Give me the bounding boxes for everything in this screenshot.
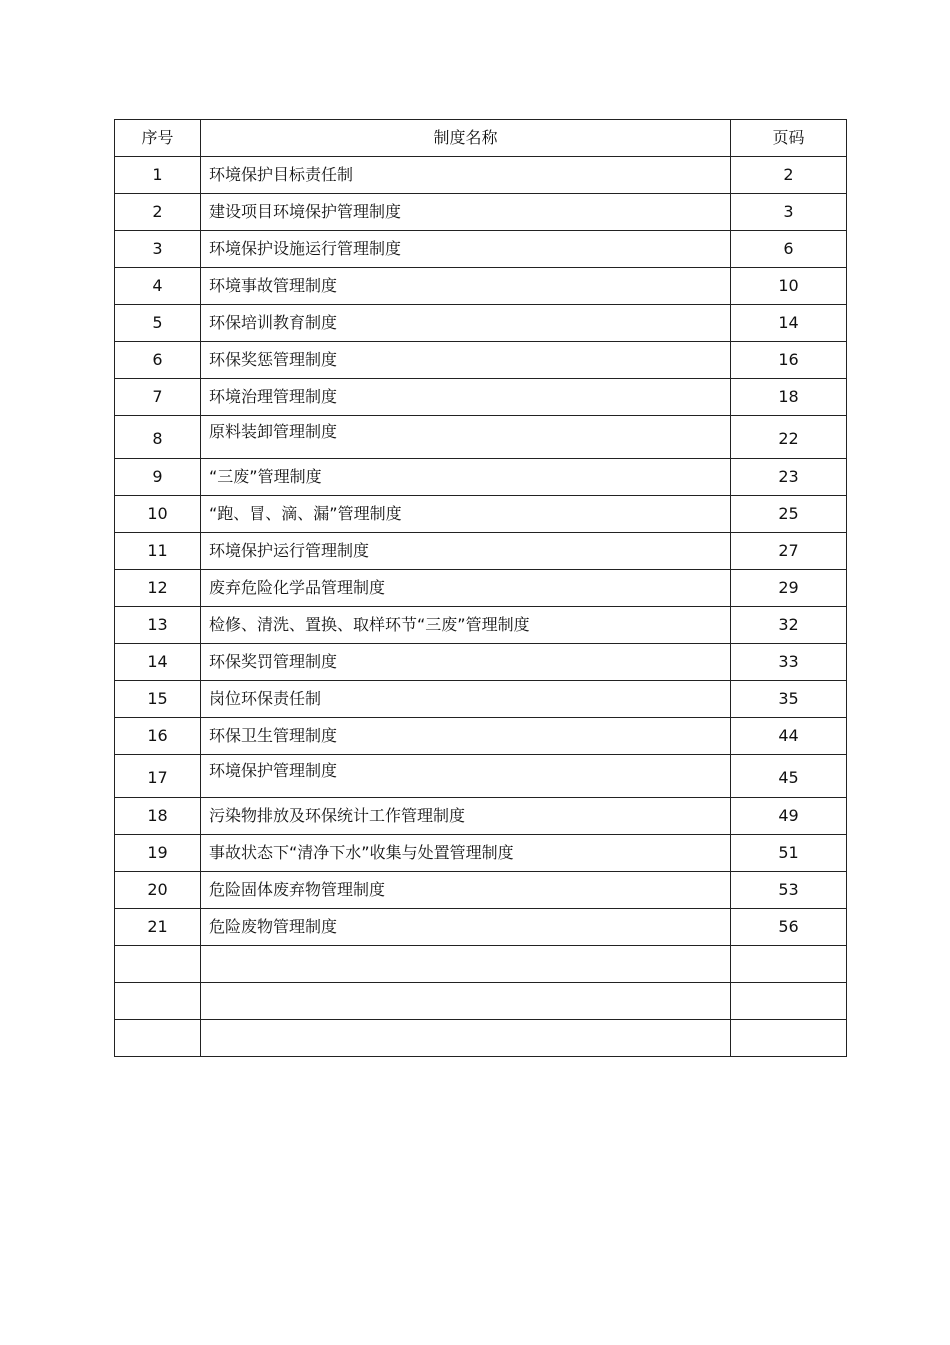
empty-row xyxy=(115,946,847,983)
table-row xyxy=(115,909,847,946)
table-row xyxy=(115,718,847,755)
row-number: 16 xyxy=(115,718,201,755)
row-name: 原料装卸管理制度 xyxy=(201,416,731,459)
row-number: 17 xyxy=(115,755,201,798)
table-row xyxy=(115,231,847,268)
row-page: 29 xyxy=(731,570,847,607)
empty-row xyxy=(115,983,847,1020)
row-number: 9 xyxy=(115,459,201,496)
table-row xyxy=(115,755,847,798)
row-name: 环境保护管理制度 xyxy=(201,755,731,798)
table-row xyxy=(115,570,847,607)
row-number: 15 xyxy=(115,681,201,718)
row-page: 22 xyxy=(731,416,847,459)
row-name: 废弃危险化学品管理制度 xyxy=(201,570,731,607)
row-number: 8 xyxy=(115,416,201,459)
table-row xyxy=(115,459,847,496)
row-number: 6 xyxy=(115,342,201,379)
row-number: 12 xyxy=(115,570,201,607)
row-number: 13 xyxy=(115,607,201,644)
row-number: 7 xyxy=(115,379,201,416)
table-row xyxy=(115,798,847,835)
row-name: 环境保护目标责任制 xyxy=(201,157,731,194)
row-page: 6 xyxy=(731,231,847,268)
table-row xyxy=(115,305,847,342)
row-page: 35 xyxy=(731,681,847,718)
row-page: 25 xyxy=(731,496,847,533)
row-page: 51 xyxy=(731,835,847,872)
table-row xyxy=(115,342,847,379)
row-name: 环保奖罚管理制度 xyxy=(201,644,731,681)
empty-row xyxy=(115,1020,847,1057)
row-name: 环境保护设施运行管理制度 xyxy=(201,231,731,268)
row-name: 危险固体废弃物管理制度 xyxy=(201,872,731,909)
row-number: 3 xyxy=(115,231,201,268)
row-name: “三废”管理制度 xyxy=(201,459,731,496)
row-page: 45 xyxy=(731,755,847,798)
table-row xyxy=(115,268,847,305)
row-number: 19 xyxy=(115,835,201,872)
row-number: 20 xyxy=(115,872,201,909)
row-page: 2 xyxy=(731,157,847,194)
row-name: 危险废物管理制度 xyxy=(201,909,731,946)
row-page: 23 xyxy=(731,459,847,496)
row-page: 3 xyxy=(731,194,847,231)
empty-cell xyxy=(201,1020,731,1057)
row-number: 21 xyxy=(115,909,201,946)
row-number: 5 xyxy=(115,305,201,342)
row-name: 事故状态下“清净下水”收集与处置管理制度 xyxy=(201,835,731,872)
row-name: 污染物排放及环保统计工作管理制度 xyxy=(201,798,731,835)
header-page: 页码 xyxy=(731,120,847,157)
row-name: “跑、冒、滴、漏”管理制度 xyxy=(201,496,731,533)
row-name: 环保培训教育制度 xyxy=(201,305,731,342)
row-name: 岗位环保责任制 xyxy=(201,681,731,718)
table-row xyxy=(115,416,847,459)
empty-cell xyxy=(201,983,731,1020)
empty-cell xyxy=(201,946,731,983)
table-row xyxy=(115,194,847,231)
table-row xyxy=(115,607,847,644)
row-number: 2 xyxy=(115,194,201,231)
empty-cell xyxy=(115,1020,201,1057)
row-name: 环境治理管理制度 xyxy=(201,379,731,416)
row-name: 建设项目环境保护管理制度 xyxy=(201,194,731,231)
table-row xyxy=(115,157,847,194)
row-name: 环保卫生管理制度 xyxy=(201,718,731,755)
row-number: 1 xyxy=(115,157,201,194)
row-page: 10 xyxy=(731,268,847,305)
row-page: 56 xyxy=(731,909,847,946)
table-row xyxy=(115,835,847,872)
row-page: 44 xyxy=(731,718,847,755)
row-number: 11 xyxy=(115,533,201,570)
row-number: 4 xyxy=(115,268,201,305)
table-row xyxy=(115,533,847,570)
empty-cell xyxy=(115,983,201,1020)
header-number: 序号 xyxy=(115,120,201,157)
row-number: 14 xyxy=(115,644,201,681)
row-page: 49 xyxy=(731,798,847,835)
row-name: 环境事故管理制度 xyxy=(201,268,731,305)
row-page: 33 xyxy=(731,644,847,681)
row-name: 检修、清洗、置换、取样环节“三废”管理制度 xyxy=(201,607,731,644)
header-row xyxy=(115,120,847,157)
row-page: 27 xyxy=(731,533,847,570)
row-page: 14 xyxy=(731,305,847,342)
row-number: 18 xyxy=(115,798,201,835)
table-row xyxy=(115,681,847,718)
table-row xyxy=(115,644,847,681)
table-row xyxy=(115,379,847,416)
row-number: 10 xyxy=(115,496,201,533)
row-page: 16 xyxy=(731,342,847,379)
row-name: 环境保护运行管理制度 xyxy=(201,533,731,570)
table-row xyxy=(115,496,847,533)
toc-table xyxy=(114,119,847,1057)
empty-cell xyxy=(731,1020,847,1057)
row-name: 环保奖惩管理制度 xyxy=(201,342,731,379)
row-page: 18 xyxy=(731,379,847,416)
empty-cell xyxy=(731,946,847,983)
header-name: 制度名称 xyxy=(201,120,731,157)
row-page: 32 xyxy=(731,607,847,644)
empty-cell xyxy=(115,946,201,983)
table-row xyxy=(115,872,847,909)
empty-cell xyxy=(731,983,847,1020)
row-page: 53 xyxy=(731,872,847,909)
